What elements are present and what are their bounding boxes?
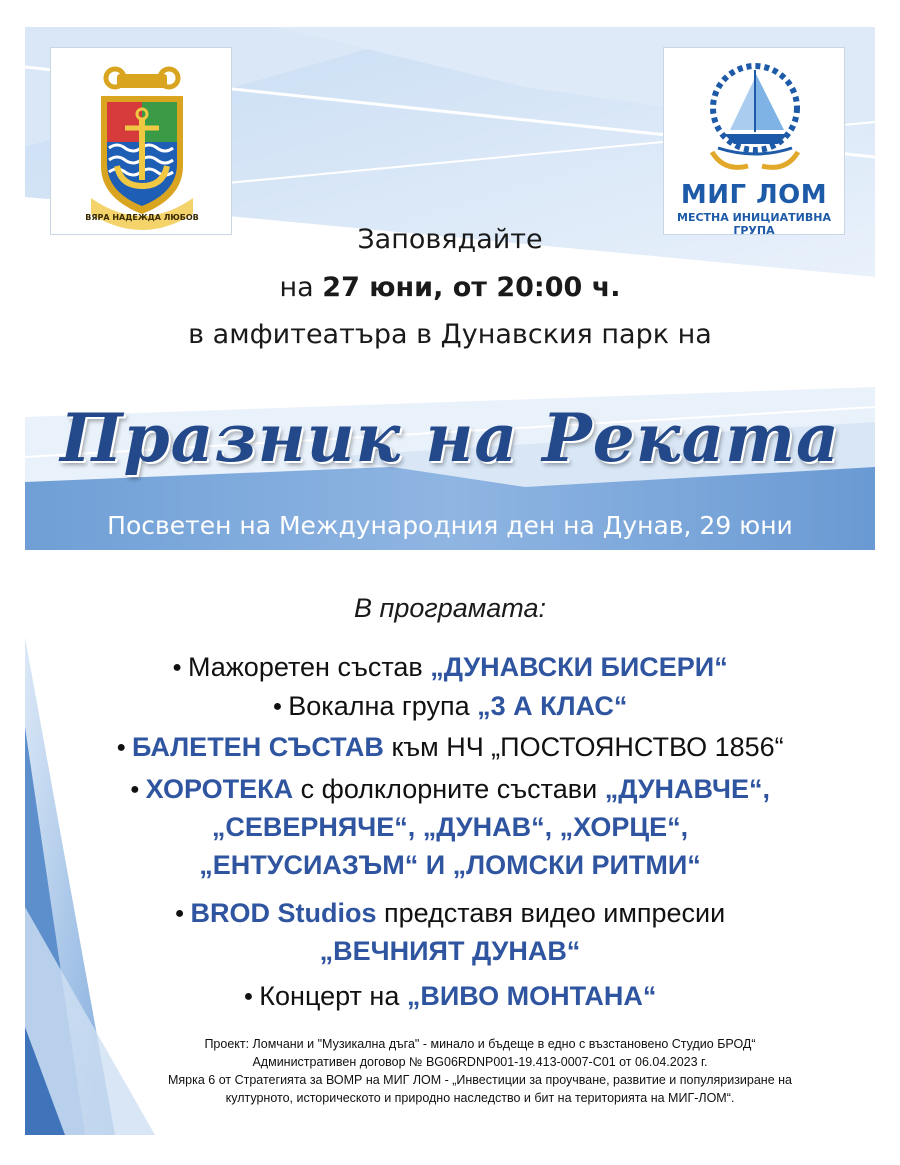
mig-lom-subtitle-line2: ГРУПА xyxy=(733,224,775,237)
mig-lom-subtitle-line1: МЕСТНА ИНИЦИАТИВНА xyxy=(677,211,831,224)
program-item-1-highlight: „ДУНАВСКИ БИСЕРИ“ xyxy=(430,652,728,682)
program-item-1-text: Мажоретен състав xyxy=(187,652,431,682)
mig-lom-name: МИГ ЛОМ xyxy=(680,180,828,210)
bullet-icon: ● xyxy=(130,781,140,798)
program-item-4-groups-line-3: „ЕНТУСИАЗЪМ“ И „ЛОМСКИ РИТМИ“ xyxy=(199,850,701,880)
program-item-4-highlight: ХОРОТЕКА xyxy=(145,774,294,804)
program-item-2-text: Вокална група xyxy=(288,691,478,721)
program-item-3-highlight: БАЛЕТЕН СЪСТАВ xyxy=(132,732,384,762)
program-item-5 xyxy=(25,898,875,929)
coat-of-arms-icon xyxy=(51,48,233,236)
program-item-6 xyxy=(25,981,875,1012)
program-item-4-line-3 xyxy=(25,850,875,881)
bullet-icon: ● xyxy=(243,988,254,1005)
event-title: Празник на Реката xyxy=(60,399,840,477)
bullet-icon: ● xyxy=(272,698,283,715)
program-item-4-highlight-2: „ДУНАВЧЕ“, xyxy=(604,774,770,804)
program-item-4-text: с фолклорните състави xyxy=(293,774,605,804)
footer-contract: Административен договор № BG06RDNP001-19.413-0007-C01 от 06.04.2023 г. xyxy=(252,1055,708,1069)
invite-date-prefix: на xyxy=(279,272,323,303)
program-item-5-line-2 xyxy=(25,936,875,967)
program-item-1 xyxy=(25,652,875,683)
program-item-6-highlight: „ВИВО МОНТАНА“ xyxy=(406,981,657,1011)
mig-lom-logo xyxy=(663,47,845,235)
program-item-3 xyxy=(25,732,875,763)
footer-measure-line-1: Мярка 6 от Стратегията за ВОМР на МИГ ЛОМ - „Инвестиции за проучване, развитие и популяризиране на xyxy=(167,1073,792,1087)
program-item-2 xyxy=(25,691,875,722)
program-item-6-text: Концерт на xyxy=(259,981,407,1011)
program-item-3-text: към НЧ „ПОСТОЯНСТВО 1856“ xyxy=(383,732,784,762)
city-coat-of-arms xyxy=(50,47,232,235)
program-item-4-groups-line-2: „СЕВЕРНЯЧЕ“, „ДУНАВ“, „ХОРЦЕ“, xyxy=(211,812,689,842)
bullet-icon: ● xyxy=(172,659,182,676)
invite-line-3: в амфитеатъра в Дунавския парк на xyxy=(188,319,712,350)
program-item-4-line-2 xyxy=(25,812,875,843)
event-subtitle: Посветен на Международния ден на Дунав, 29 юни xyxy=(107,511,793,540)
invite-line-1: Заповядайте xyxy=(357,224,543,255)
bullet-icon: ● xyxy=(174,905,185,922)
footer-measure-line-2: културното, историческото и природно наследство и бит на територията на МИГ-ЛОМ“. xyxy=(225,1091,735,1105)
program-item-2-highlight: „3 А КЛАС“ xyxy=(477,691,628,721)
footer-project: Проект: Ломчани и "Музикална дъга" - минало и бъдеще в едно с възстановено Студио БРОД“ xyxy=(204,1037,756,1051)
program-heading: В програмата: xyxy=(354,593,546,623)
invite-date-time: 27 юни, от 20:00 ч. xyxy=(322,272,621,303)
poster xyxy=(25,27,875,1135)
program-item-5-video-title: „ВЕЧНИЯТ ДУНАВ“ xyxy=(319,936,581,966)
program-item-4 xyxy=(25,774,875,805)
program-item-5-text: представя видео импресии xyxy=(376,898,726,928)
invite-line-2 xyxy=(25,272,875,303)
coat-of-arms-motto: ВЯРА НАДЕЖДА ЛЮБОВ xyxy=(85,213,199,222)
bullet-icon: ● xyxy=(116,739,127,756)
program-item-5-highlight: BROD Studios xyxy=(190,898,377,928)
